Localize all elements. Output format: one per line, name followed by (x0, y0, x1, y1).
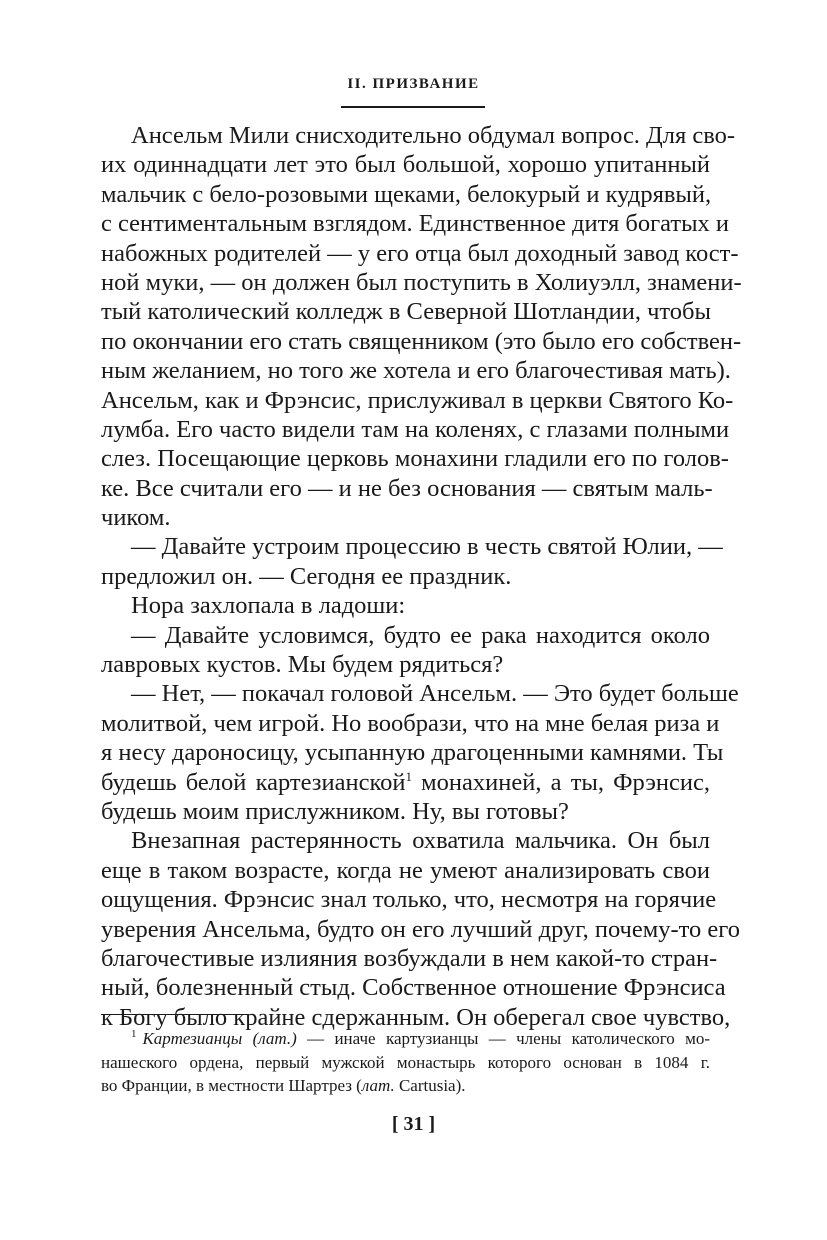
text-line: Ансельм, как и Фрэнсис, прислуживал в церкви Святого Ко- (101, 386, 734, 414)
footnote-line (101, 1027, 710, 1051)
footnote-line (101, 1074, 710, 1098)
text-line: ной муки, — он должен был поступить в Холиуэлл, знамени- (101, 268, 742, 296)
footnote-text: во Франции, в местности Шартрез ( (101, 1076, 362, 1095)
header-rule (341, 106, 485, 108)
text-line: я несу дароносицу, усыпанную драгоценными камнями. Ты (101, 739, 724, 767)
text-line: молитвой, чем игрой. Но вообрази, что на мне белая риза и (101, 709, 720, 737)
text-line: ке. Все считали его — и не без основания — святым маль- (101, 474, 713, 502)
footnote-marker: 1 (405, 768, 412, 784)
text-line: благочестивые излияния возбуждали в нем какой-то стран- (101, 944, 718, 972)
footnote-rule (101, 1014, 249, 1015)
text-line: к Богу было крайне сдержанным. Он оберегал свое чувство, (101, 1003, 731, 1031)
text-line: ный, болезненный стыд. Собственное отношение Фрэнсиса (101, 974, 726, 1002)
footnote-text: — иначе картузианцы — члены католического мо- (307, 1029, 711, 1048)
text-line: предложил он. — Сегодня ее праздник. (101, 562, 512, 590)
text-line: Нора захлопала в ладоши: (131, 592, 406, 620)
text-line: чиком. (101, 504, 171, 532)
text-line: Ансельм Мили снисходительно обдумал вопрос. Для сво- (131, 122, 736, 149)
text-line: еще в таком возрасте, когда не умеют анализировать свои (101, 856, 710, 884)
text-line: ощущения. Фрэнсис знал только, что, несмотря на горячие (101, 886, 717, 914)
text-line: их одиннадцати лет это был большой, хорошо упитанный (101, 151, 710, 179)
text-line: — Давайте устроим процессию в честь святой Юлии, — (131, 533, 723, 561)
footnote (101, 1027, 710, 1098)
text-line: по окончании его стать священником (это было его собствен- (101, 327, 742, 355)
footnote-term: Картезианцы (лат.) (142, 1029, 297, 1048)
text-line: уверения Ансельма, будто он его лучший друг, почему-то его (101, 915, 740, 943)
text-line: лавровых кустов. Мы будем рядиться? (101, 651, 504, 679)
running-header: II. ПРИЗВАНИЕ (347, 76, 480, 92)
body-text (101, 121, 742, 1032)
text-line: с сентиментальным взглядом. Единственное дитя богатых и (101, 210, 730, 238)
text-line: лумба. Его часто видели там на коленях, с глазами полными (101, 415, 730, 443)
text-line: тый католический колледж в Северной Шотландии, чтобы (101, 298, 711, 326)
text-line: набожных родителей — у его отца был доходный завод кост- (101, 239, 739, 267)
text-line: — Давайте условимся, будто ее рака находится около (131, 621, 710, 649)
footnote-lat-abbrev: лат. (361, 1076, 395, 1095)
page-number: [ 31 ] (391, 1113, 436, 1135)
text-line: слез. Посещающие церковь монахини гладили его по голов- (101, 445, 729, 473)
text-line: ным желанием, но того же хотела и его благочестивая мать). (101, 357, 731, 385)
footnote-line: нашеского ордена, первый мужской монастырь которого основан в 1084 г. (101, 1052, 710, 1072)
text-line-with-footnote (101, 768, 710, 797)
text-fragment: монахиней, а ты, Фрэнсис, (421, 768, 711, 796)
text-line: — Нет, — покачал головой Ансельм. — Это будет больше (131, 680, 739, 708)
text-line: будешь моим прислужником. Ну, вы готовы? (101, 797, 569, 825)
text-line: мальчик с бело-розовыми щеками, белокурый и кудрявый, (101, 180, 712, 208)
footnote-number: 1 (131, 1028, 137, 1040)
text-line: Внезапная растерянность охватила мальчика. Он был (131, 827, 710, 855)
text-fragment: будешь белой картезианской (101, 768, 406, 796)
footnote-text: Cartusia). (398, 1076, 466, 1095)
